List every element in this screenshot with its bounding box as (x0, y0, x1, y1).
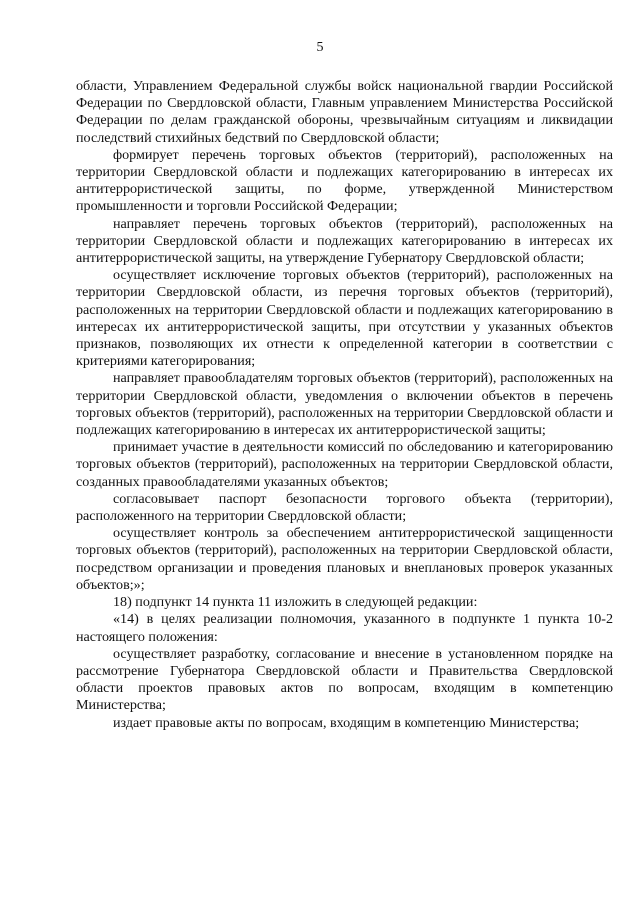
paragraph: формирует перечень торговых объектов (территорий), расположенных на территории Свердловской области и подлежащих категорированию в интересах их антитеррористической защиты, по форме, утвержденной Министерством промышленности и торговли Российской Федерации; (76, 146, 613, 215)
page-number: 5 (316, 40, 324, 55)
paragraph: осуществляет исключение торговых объектов (территорий), расположенных на территории Свердловской области, из перечня торговых объектов (территорий), расположенных на территории Свердловской области и подлежащих категорированию в интересах их антитеррористической защиты, при отсутствии у указанных объектов признаков, позволяющих их отнести к определенной категории в соответствии с критериями категорирования; (76, 267, 613, 370)
paragraph: области, Управлением Федеральной службы войск национальной гвардии Российской Федерации по Свердловской области, Главным управлением Министерства Российской Федерации по делам гражданской обороны, чрезвычайным ситуациям и ликвидации последствий стихийных бедствий по Свердловской области; (76, 78, 613, 146)
paragraph: осуществляет разработку, согласование и внесение в установленном порядке на рассмотрение Губернатора Свердловской области и Правительства Свердловской области проектов правовых актов по вопросам, входящим в компетенцию Министерства; (76, 645, 613, 714)
paragraph: принимает участие в деятельности комиссий по обследованию и категорированию торговых объектов (территорий), расположенных на территории Свердловской области, созданных правообладателями указанных объектов; (76, 439, 613, 490)
paragraph: направляет правообладателям торговых объектов (территорий), расположенных на территории Свердловской области, уведомления о включении объектов в перечень торговых объектов (территорий), расположенных на территории Свердловской области и подлежащих категорированию в интересах их антитеррористической защиты; (76, 370, 613, 439)
paragraph: направляет перечень торговых объектов (территорий), расположенных на территории Свердловской области и подлежащих категорированию в интересах их антитеррористической защиты, на утверждение Губернатору Свердловской области; (76, 215, 613, 267)
paragraph: «14) в целях реализации полномочия, указанного в подпункте 1 пункта 10-2 настоящего положения: (76, 611, 613, 645)
paragraph: 18) подпункт 14 пункта 11 изложить в следующей редакции: (113, 594, 478, 611)
paragraph: издает правовые акты по вопросам, входящим в компетенцию Министерства; (113, 714, 580, 731)
paragraph: согласовывает паспорт безопасности торгового объекта (территории), расположенного на территории Свердловской области; (76, 490, 613, 525)
paragraph: осуществляет контроль за обеспечением антитеррористической защищенности торговых объектов (территорий), расположенных на территории Свердловской области, посредством организации и проведения плановых и внеплановых проверок указанных объектов;»; (76, 525, 613, 593)
document-body (76, 78, 613, 732)
